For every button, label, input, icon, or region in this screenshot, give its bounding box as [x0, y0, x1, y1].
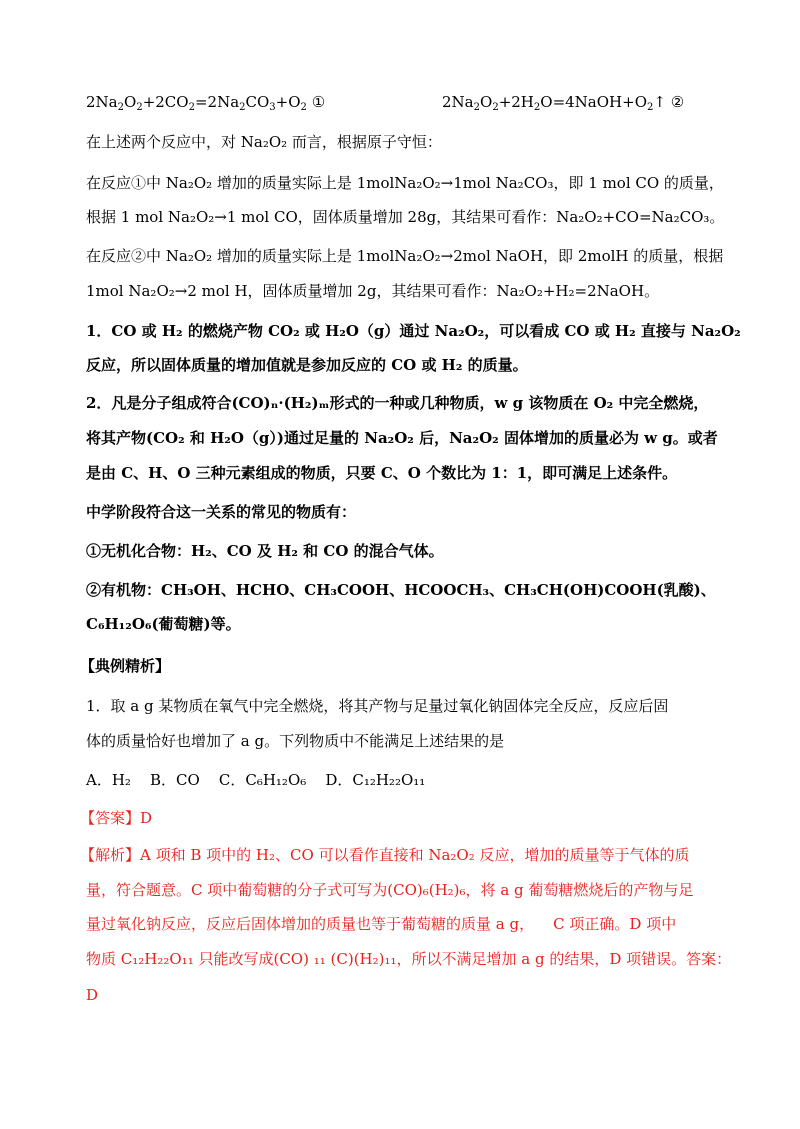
rule-2-line-1: 2．凡是分子组成符合(CO)ₙ·(H₂)ₘ形式的一种或几种物质，w g 该物质在 O₂ 中完全燃烧， — [86, 394, 709, 412]
explanation-line-4: 物质 C₁₂H₂₂O₁₁ 只能改写成(CO) ₁₁ (C)(H₂)₁₁，所以不满足增加 a g 的结果，D 项错误。答案： — [86, 950, 732, 968]
rule-1-line-2: 反应，所以固体质量的增加值就是参加反应的 CO 或 H₂ 的质量。 — [86, 356, 528, 374]
intro-line: 在上述两个反应中，对 Na₂O₂ 而言，根据原子守恒： — [86, 133, 442, 151]
question-line-1: 1．取 a g 某物质在氧气中完全燃烧，将其产物与足量过氧化钠固体完全反应，反应后固 — [86, 697, 669, 715]
rule-2-line-2: 将其产物(CO₂ 和 H₂O（g）)通过足量的 Na₂O₂ 后，Na₂O₂ 固体增加的质量必为 w g。或者 — [86, 429, 718, 447]
organic-line-1: ②有机物：CH₃OH、HCHO、CH₃COOH、HCOOCH₃、CH₃CH(OH)COOH(乳酸)、 — [86, 581, 716, 599]
equation-2: $2Na_2O_2+2H_2O=4NaOH+O_2↑$ ② — [442, 93, 685, 113]
answer-label: 【答案】D — [80, 809, 153, 827]
answer-options: A．H₂ B．CO C．C₆H₁₂O₆ D．C₁₂H₂₂O₁₁ — [86, 771, 426, 789]
organic-line-2: C₆H₁₂O₆(葡萄糖)等。 — [86, 615, 241, 633]
reaction-equations — [86, 92, 685, 113]
explanation-line-2: 量，符合题意。C 项中葡萄糖的分子式可写为(CO)₆(H₂)₆，将 a g 葡萄糖燃烧后的产物与足 — [86, 881, 694, 899]
rule-1-line-1: 1．CO 或 H₂ 的燃烧产物 CO₂ 或 H₂O（g）通过 Na₂O₂，可以看成 CO 或 H₂ 直接与 Na₂O₂ — [86, 322, 741, 340]
explanation-line-3: 量过氧化钠反应，反应后固体增加的质量也等于葡萄糖的质量 a g， C 项正确。D 项中 — [86, 915, 677, 933]
paragraph-1-line-2: 根据 1 mol Na₂O₂→1 mol CO，固体质量增加 28g，其结果可看作：Na₂O₂+CO=Na₂CO₃。 — [86, 208, 725, 226]
paragraph-1-line-1: 在反应①中 Na₂O₂ 增加的质量实际上是 1molNa₂O₂→1mol Na₂CO₃，即 1 mol CO 的质量， — [86, 174, 724, 192]
explanation-line-1: 【解析】A 项和 B 项中的 H₂、CO 可以看作直接和 Na₂O₂ 反应，增加的质量等于气体的质 — [80, 846, 690, 864]
common-substances-header: 中学阶段符合这一关系的常见的物质有： — [86, 503, 357, 521]
paragraph-2-line-1: 在反应②中 Na₂O₂ 增加的质量实际上是 1molNa₂O₂→2mol NaOH，即 2molH 的质量，根据 — [86, 247, 724, 265]
paragraph-2-line-2: 1mol Na₂O₂→2 mol H，固体质量增加 2g，其结果可看作：Na₂O₂+H₂=2NaOH。 — [86, 282, 660, 300]
explanation-line-5: D — [86, 986, 99, 1004]
section-title: 【典例精析】 — [80, 657, 171, 675]
inorganic-line: ①无机化合物：H₂、CO 及 H₂ 和 CO 的混合气体。 — [86, 542, 444, 560]
question-line-2: 体的质量恰好也增加了 a g。下列物质中不能满足上述结果的是 — [86, 732, 505, 750]
rule-2-line-3: 是由 C、H、O 三种元素组成的物质，只要 C、O 个数比为 1：1，即可满足上述条件。 — [86, 464, 678, 482]
equation-1: $2Na_2O_2+2CO_2=2Na_2CO_3+O_2$ ① — [86, 93, 326, 113]
